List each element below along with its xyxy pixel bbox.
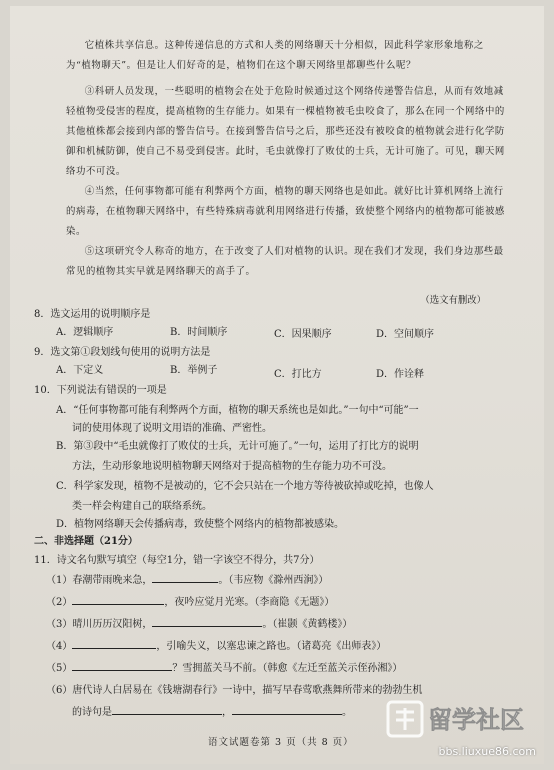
- q11-line-6-period: 。: [342, 707, 352, 718]
- q8-option-a[interactable]: A．逻辑顺序: [56, 327, 114, 338]
- passage-paragraph-5: ⑤这项研究令人称奇的地方，在于改变了人们对植物的认识。现在我们才发现，我们身边那些最常见的植物其实早就是网络聊天的高手了。: [66, 246, 504, 277]
- q11-line-6-answer: [72, 704, 352, 722]
- q11-line-5-suffix: ？雪拥蓝关马不前。（韩愈《左迁至蓝关示侄孙湘》）: [172, 663, 403, 674]
- q10-option-a-line2: 词的使用体现了说明文用语的准确、严密性。: [72, 423, 272, 434]
- q8-option-c[interactable]: C．因果顺序: [274, 329, 332, 340]
- passage-source-note: （选文有删改）: [420, 295, 486, 306]
- q11-line-3-prefix: （3）晴川历历汉阳树，: [46, 619, 153, 630]
- q11-blank-1[interactable]: [152, 572, 218, 583]
- q11-line-1-suffix: 。（韦应物《滁州西涧》）: [218, 575, 329, 586]
- page-footer: 语文试题卷第 3 页（共 8 页）: [208, 737, 354, 748]
- question-9-stem: 9．选文第①段划线句使用的说明方法是: [34, 347, 211, 358]
- question-10-stem: 10．下列说法有错误的一项是: [34, 385, 167, 396]
- q11-line-6-comma: ，: [222, 707, 232, 718]
- q11-line-4-suffix: ，引喻失义，以塞忠谏之路也。（诸葛亮《出师表》）: [156, 641, 387, 652]
- q11-line-2-suffix: ，夜吟应觉月光寒。（李商隐《无题》）: [164, 597, 335, 608]
- q11-line-2-prefix: （2）: [46, 597, 73, 608]
- q9-option-d[interactable]: D．作诠释: [376, 369, 425, 380]
- q11-line-2: [46, 594, 334, 612]
- q11-blank-5[interactable]: [72, 660, 172, 671]
- q9-option-a[interactable]: A．下定义: [56, 365, 104, 376]
- q11-blank-6[interactable]: [112, 704, 222, 715]
- exam-page: [10, 6, 544, 764]
- q10-option-b-line1[interactable]: B．第③段中“毛虫就像打了败仗的士兵，无计可施了。”一句，运用了打比方的说明: [56, 441, 419, 452]
- q8-option-d[interactable]: D．空间顺序: [376, 329, 435, 340]
- q11-line-5: [46, 660, 402, 678]
- q10-option-c-line2: 类一样会构建自己的联络系统。: [72, 501, 212, 512]
- question-11-stem: 11．诗文名句默写填空（每空1分，错一字该空不得分，共7分）: [34, 555, 320, 566]
- q11-blank-4[interactable]: [72, 638, 156, 649]
- q9-option-b[interactable]: B．举例子: [170, 365, 218, 376]
- q11-blank-7[interactable]: [232, 704, 342, 715]
- q11-line-6-prefix: 的诗句是: [72, 707, 112, 718]
- watermark-logo: [386, 696, 536, 740]
- q11-blank-2[interactable]: [72, 594, 164, 605]
- watermark-url: bbs.liuxue86.com: [438, 745, 536, 758]
- q10-option-c-line1[interactable]: C．科学家发现，植物不是被动的，它不会只站在一个地方等待被砍掉或吃掉，也像人: [56, 481, 434, 492]
- section-heading-non-choice: 二、非选择题（21分）: [34, 536, 138, 547]
- q11-line-1: [46, 572, 328, 590]
- passage-paragraph-4: ④当然，任何事物都可能有利弊两个方面，植物的聊天网络也是如此。就好比计算机网络上流行的病毒，在植物聊天网络中，有些特殊病毒就利用网络进行传播，致使整个网络内的植物都可能被感染。: [66, 186, 505, 237]
- q9-option-c[interactable]: C．打比方: [274, 369, 322, 380]
- q11-line-1-prefix: （1）春潮带雨晚来急，: [46, 575, 153, 586]
- q11-line-4: [46, 638, 386, 656]
- q11-line-5-prefix: （5）: [46, 663, 73, 674]
- q11-blank-3[interactable]: [152, 616, 262, 627]
- q10-option-b-line2: 方法，生动形象地说明植物聊天网络对于提高植物的生存能力功不可没。: [72, 461, 392, 472]
- q10-option-a-line1[interactable]: A．“任何事物都可能有利弊两个方面，植物的聊天系统也是如此。”一句中“可能”一: [56, 405, 419, 416]
- q11-line-4-prefix: （4）: [46, 641, 73, 652]
- watermark-logo-text: 留学社区: [428, 706, 524, 734]
- passage-paragraph-3: ③科研人员发现，一些聪明的植物会在处于危险时候通过这个网络传递警告信息，从而有效地减轻植物受侵害的程度，提高植物的生存能力。如果有一棵植物被毛虫咬食了，那么在同一个网络中的其他植株都会接到内部的警告信号。在接到警告信号之后，那些还没有被咬食的植物就会进行化学防御和机械防御，使自己不易受到侵害。此时，毛虫就像打了败仗的士兵，无计可施了。可见，聊天网络功不可没。: [66, 86, 505, 177]
- q10-option-d[interactable]: D．植物网络聊天会传播病毒，致使整个网络内的植物都被感染。: [56, 519, 345, 530]
- passage-paragraph-1: 它植株共享信息。这种传递信息的方式和人类的网络聊天十分相似，因此科学家形象地称之为“植物聊天”。但是让人们好奇的是，植物们在这个聊天网络里都聊些什么呢？: [66, 40, 484, 71]
- q8-option-b[interactable]: B．时间顺序: [170, 327, 228, 338]
- q11-line-3: [46, 616, 352, 634]
- q11-line-6: （6）唐代诗人白居易在《钱塘湖春行》一诗中，描写早春莺歌燕舞所带来的勃勃生机: [46, 685, 423, 696]
- question-8-stem: 8．选文运用的说明顺序是: [34, 309, 151, 320]
- q11-line-3-suffix: 。（崔颢《黄鹤楼》）: [262, 619, 353, 630]
